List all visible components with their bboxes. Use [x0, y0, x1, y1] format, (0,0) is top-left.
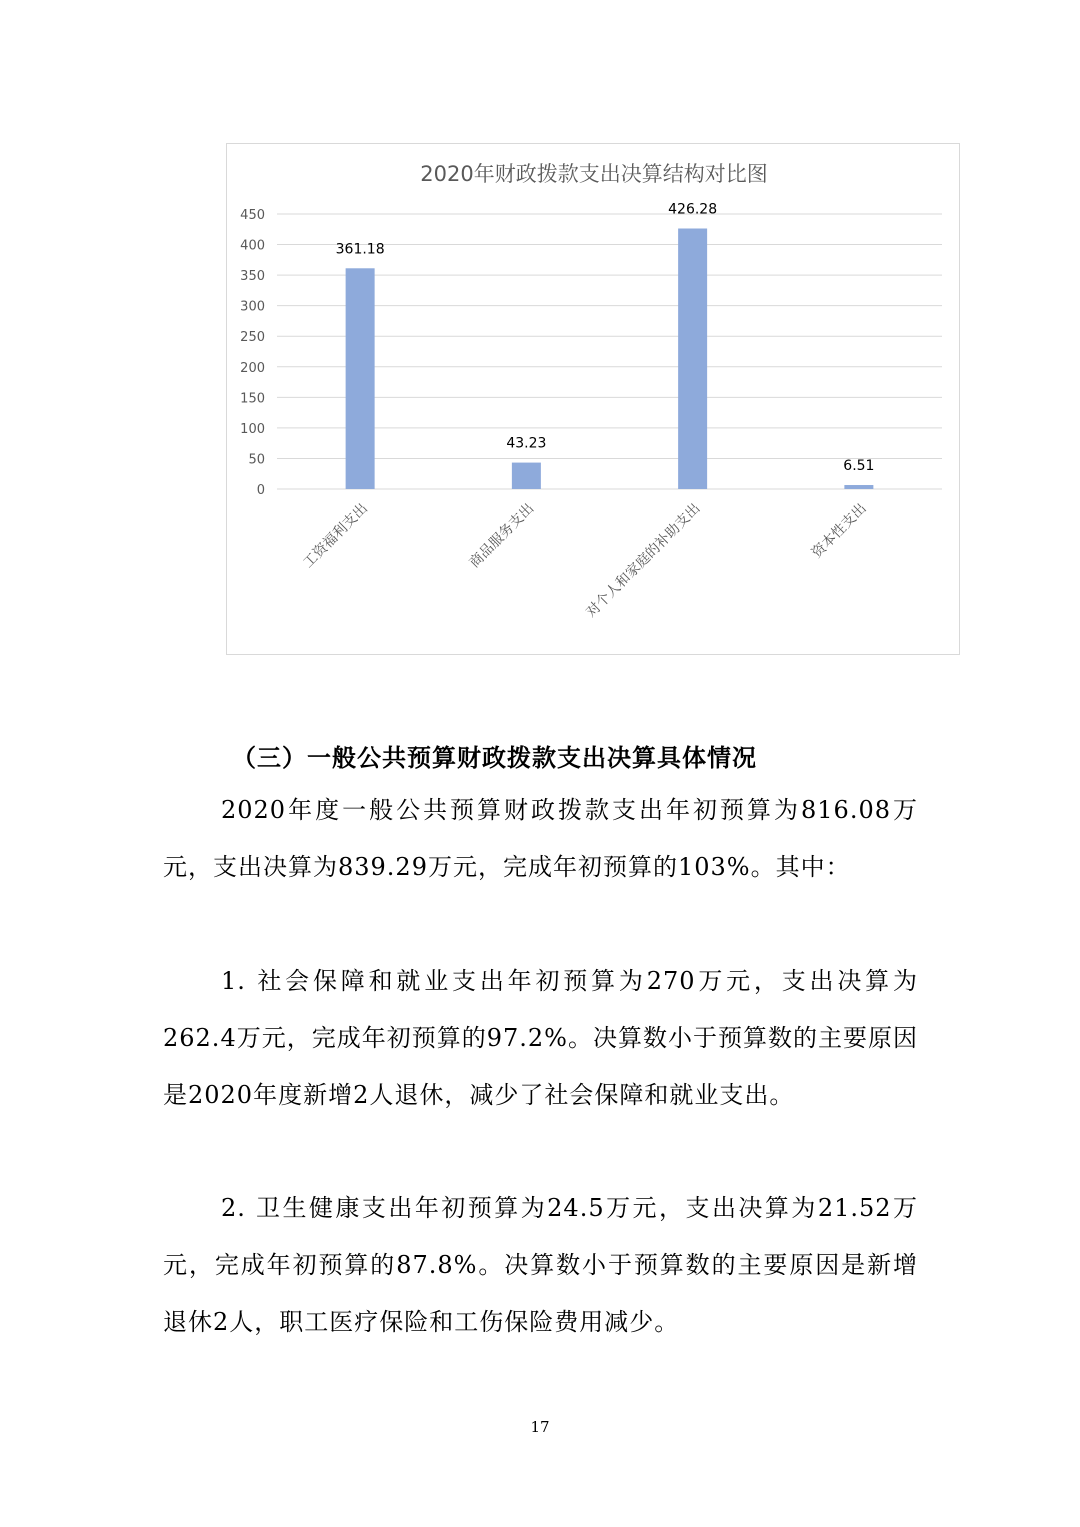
- y-tick-label: 400: [240, 238, 265, 254]
- y-tick-label: 250: [240, 330, 265, 346]
- page-number: 17: [530, 1418, 550, 1436]
- chart-title: 2020年财政拨款支出决算结构对比图: [420, 162, 768, 186]
- bar-chart: [227, 144, 961, 656]
- category-label: 工资福利支出: [300, 500, 371, 572]
- category-label: 对个人和家庭的补助支出: [583, 500, 704, 621]
- y-tick-label: 450: [240, 208, 265, 223]
- y-tick-label: 50: [248, 452, 265, 468]
- section-heading: （三）一般公共预算财政拨款支出决算具体情况: [232, 744, 757, 772]
- category-label: 商品服务支出: [466, 500, 538, 572]
- y-tick-label: 100: [240, 421, 265, 437]
- bar-2: [512, 463, 541, 489]
- paragraph-intro: 2020年度一般公共预算财政拨款支出年初预算为816.08万元，支出决算为839.29万元，完成年初预算的103%。其中：: [163, 796, 918, 881]
- y-tick-label: 0: [256, 483, 265, 498]
- paragraph-item-1: 1. 社会保障和就业支出年初预算为270万元，支出决算为262.4万元，完成年初预算的97.2%。决算数小于预算数的主要原因是2020年度新增2人退休，减少了社会保障和就业支出。: [163, 967, 918, 1109]
- data-label: 6.51: [843, 458, 875, 475]
- y-tick-label: 150: [240, 391, 265, 407]
- category-label: 资本性支出: [808, 500, 870, 562]
- chart-container: [226, 143, 960, 655]
- data-label: 43.23: [506, 435, 547, 452]
- paragraph-item-2: 2. 卫生健康支出年初预算为24.5万元，支出决算为21.52万元，完成年初预算的87.8%。决算数小于预算数的主要原因是新增退休2人，职工医疗保险和工伤保险费用减少。: [163, 1194, 918, 1336]
- data-label: 426.28: [668, 201, 718, 218]
- y-tick-label: 200: [240, 360, 265, 376]
- bar-1: [346, 268, 375, 489]
- y-tick-label: 300: [240, 299, 265, 315]
- data-label: 361.18: [335, 241, 385, 258]
- bar-4: [844, 485, 873, 489]
- y-tick-label: 350: [240, 269, 265, 285]
- bar-3: [678, 228, 707, 489]
